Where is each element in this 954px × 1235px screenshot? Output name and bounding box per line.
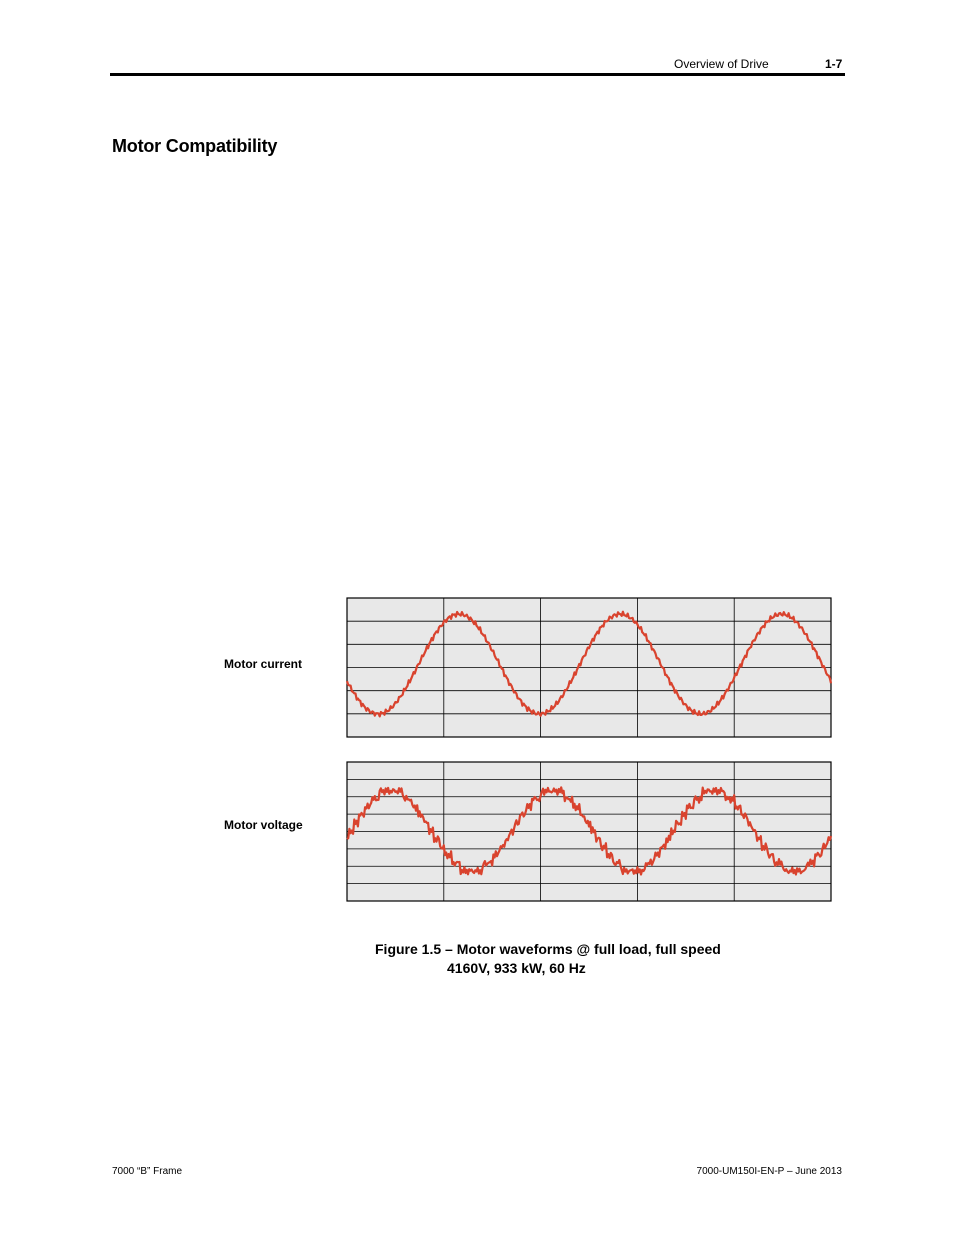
figure-caption-subtitle: 4160V, 933 kW, 60 Hz [447, 960, 586, 976]
header-section-title: Overview of Drive [674, 57, 769, 71]
footer-publication: 7000-UM150I-EN-P – June 2013 [696, 1166, 842, 1177]
header-page-number: 1-7 [825, 57, 843, 71]
section-title: Motor Compatibility [112, 136, 278, 156]
figure-caption: Figure 1.5 – Motor waveforms @ full load, full speed [375, 941, 721, 957]
motor-current-chart [346, 597, 832, 738]
motor-voltage-chart [346, 761, 832, 902]
motor-current-label: Motor current [224, 657, 302, 671]
motor-voltage-label: Motor voltage [224, 818, 303, 832]
footer-product: 7000 “B” Frame [112, 1166, 183, 1177]
header-rule [110, 73, 845, 76]
